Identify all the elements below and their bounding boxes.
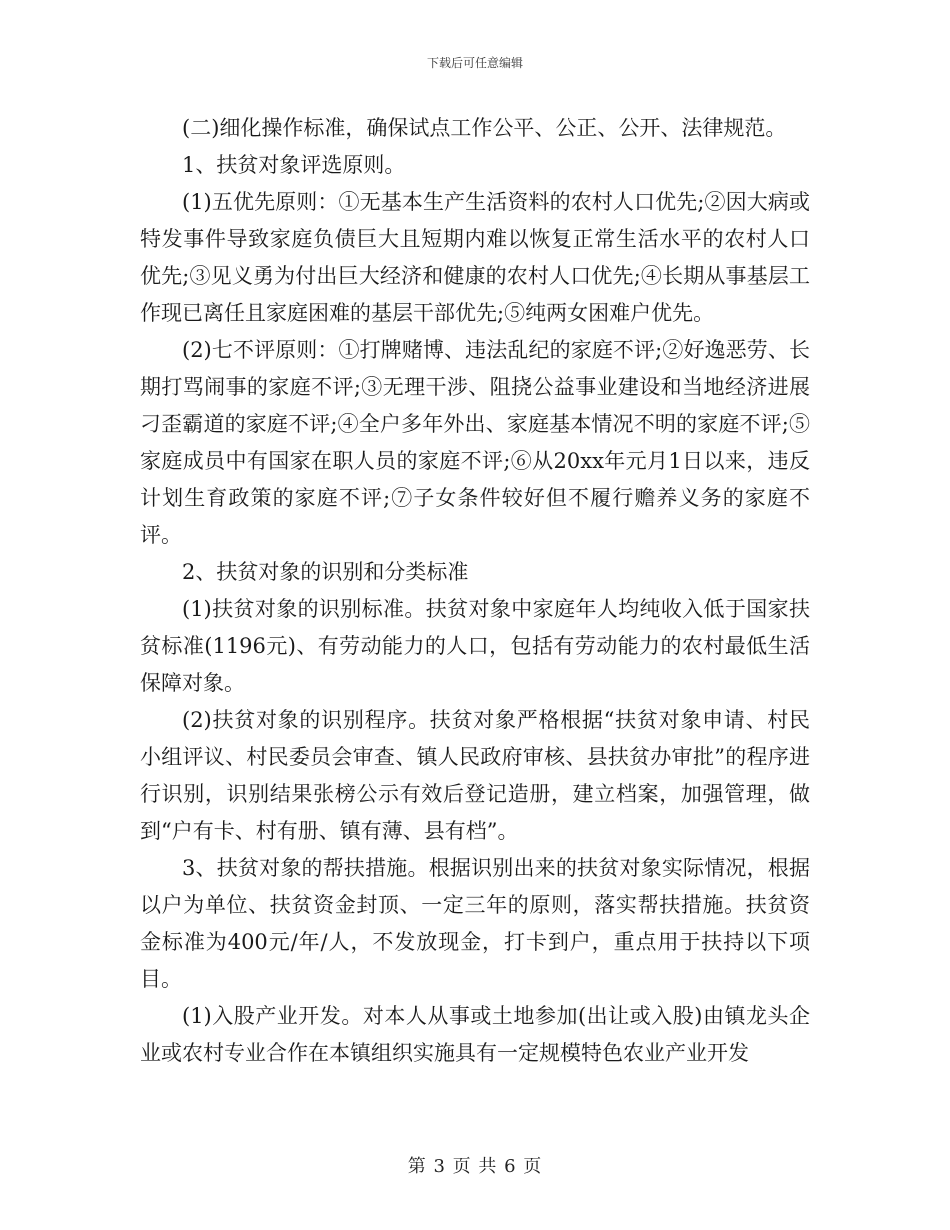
document-body: [140, 110, 810, 1072]
paragraph: (2)扶贫对象的识别程序。扶贫对象严格根据“扶贫对象申请、村民小组评议、村民委员会审查、镇人民政府审核、县扶贫办审批”的程序进行识别，识别结果张榜公示有效后登记造册，建立档案，加强管理，做到“户有卡、村有册、镇有薄、县有档”。: [140, 708, 810, 843]
page-number-footer: 第 3 页 共 6 页: [407, 1156, 543, 1177]
paragraph: 2、扶贫对象的识别和分类标准: [182, 560, 469, 584]
page-header-note: 下载后可任意编辑: [426, 56, 523, 70]
paragraph: 3、扶贫对象的帮扶措施。根据识别出来的扶贫对象实际情况，根据以户为单位、扶贫资金封顶、一定三年的原则，落实帮扶措施。扶贫资金标准为400元/年/人，不发放现金，打卡到户，重点用于扶持以下项目。: [140, 856, 810, 991]
paragraph: (二)细化操作标准，确保试点工作公平、公正、公开、法律规范。: [182, 116, 787, 140]
paragraph: (2)七不评原则：①打牌赌博、违法乱纪的家庭不评;②好逸恶劳、长期打骂闹事的家庭不评;③无理干涉、阻挠公益事业建设和当地经济进展刁歪霸道的家庭不评;④全户多年外出、家庭基本情况不明的家庭不评;⑤家庭成员中有国家在职人员的家庭不评;⑥从20xx年元月1日以来，违反计划生育政策的家庭不评;⑦子女条件较好但不履行赡养义务的家庭不评。: [140, 338, 810, 547]
paragraph: (1)入股产业开发。对本人从事或土地参加(出让或入股)由镇龙头企业或农村专业合作在本镇组织实施具有一定规模特色农业产业开发: [140, 1004, 810, 1065]
paragraph: (1)五优先原则：①无基本生产生活资料的农村人口优先;②因大病或特发事件导致家庭负债巨大且短期内难以恢复正常生活水平的农村人口优先;③见义勇为付出巨大经济和健康的农村人口优先;④长期从事基层工作现已离任且家庭困难的基层干部优先;⑤纯两女困难户优先。: [140, 190, 810, 325]
paragraph: 1、扶贫对象评选原则。: [182, 153, 406, 177]
paragraph: (1)扶贫对象的识别标准。扶贫对象中家庭年人均纯收入低于国家扶贫标准(1196元)、有劳动能力的人口，包括有劳动能力的农村最低生活保障对象。: [140, 597, 810, 695]
